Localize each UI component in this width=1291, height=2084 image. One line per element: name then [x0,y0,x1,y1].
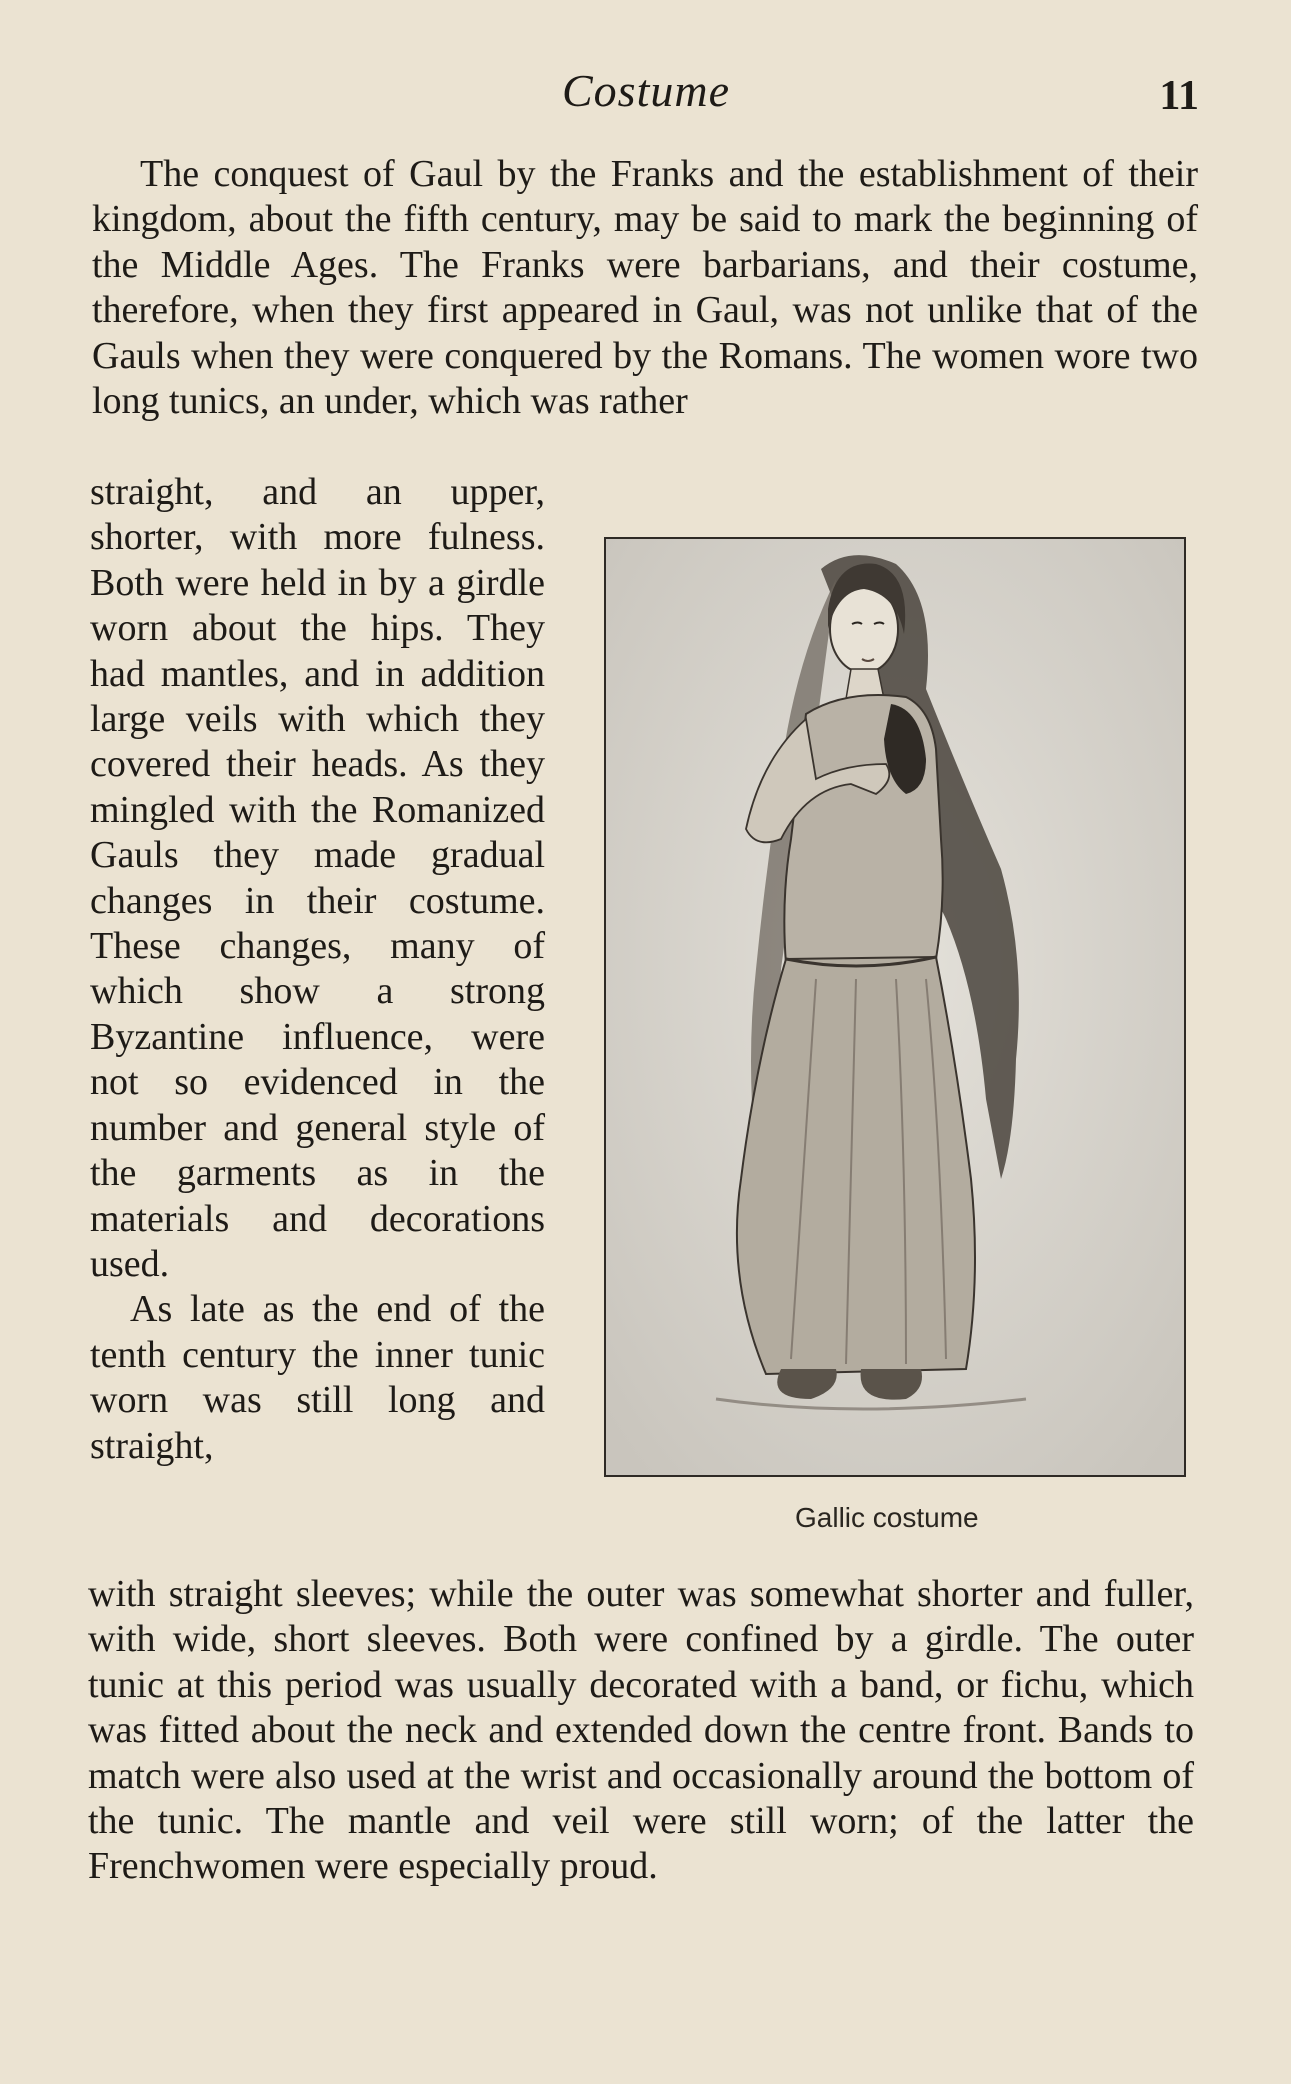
page-header [0,60,1291,130]
paragraph-1-top: The conquest of Gaul by the Franks and the establishment of their kingdom, about the fifth century, may be said to mark the beginning of the Middle Ages. The Franks were barbarians, and their costume, therefore, when they first appeared in Gaul, was not unlike that of the Gauls when they were conquered by the Romans. The women wore two long tunics, an under, which was rather [92,153,1198,423]
paragraph-2-column: As late as the end of the tenth century the inner tunic worn was still long and straight, [90,1288,545,1467]
paragraph-1-column: straight, and an upper, shorter, with more fulness. Both were held in by a girdle worn about the hips. They had mantles, and in addition large veils with which they covered their heads. As they mingled with the Romanized Gauls they made gradual changes in their costume. These changes, many of which show a strong Byzantine influence, were not so evidenced in the number and general style of the garments as in the materials and decorations used. [90,471,545,1285]
running-title: Costume [562,65,730,116]
figure-gallic-costume [604,537,1186,1477]
gallic-woman-illustration-icon [606,539,1184,1475]
left-text-column [90,470,545,1469]
paragraph-2-bottom: with straight sleeves; while the outer was somewhat shorter and fuller, with wide, short sleeves. Both were confined by a girdle. The outer tunic at this period was usually decorated with a band, or fichu, which was fitted about the neck and extended down the centre front. Bands to match were also used at the wrist and occasionally around the bottom of the tunic. The mantle and veil were still worn; of the latter the Frenchwomen were especially proud. [88,1573,1194,1888]
figure-caption: Gallic costume [795,1502,979,1533]
page-number: 11 [1159,73,1199,119]
